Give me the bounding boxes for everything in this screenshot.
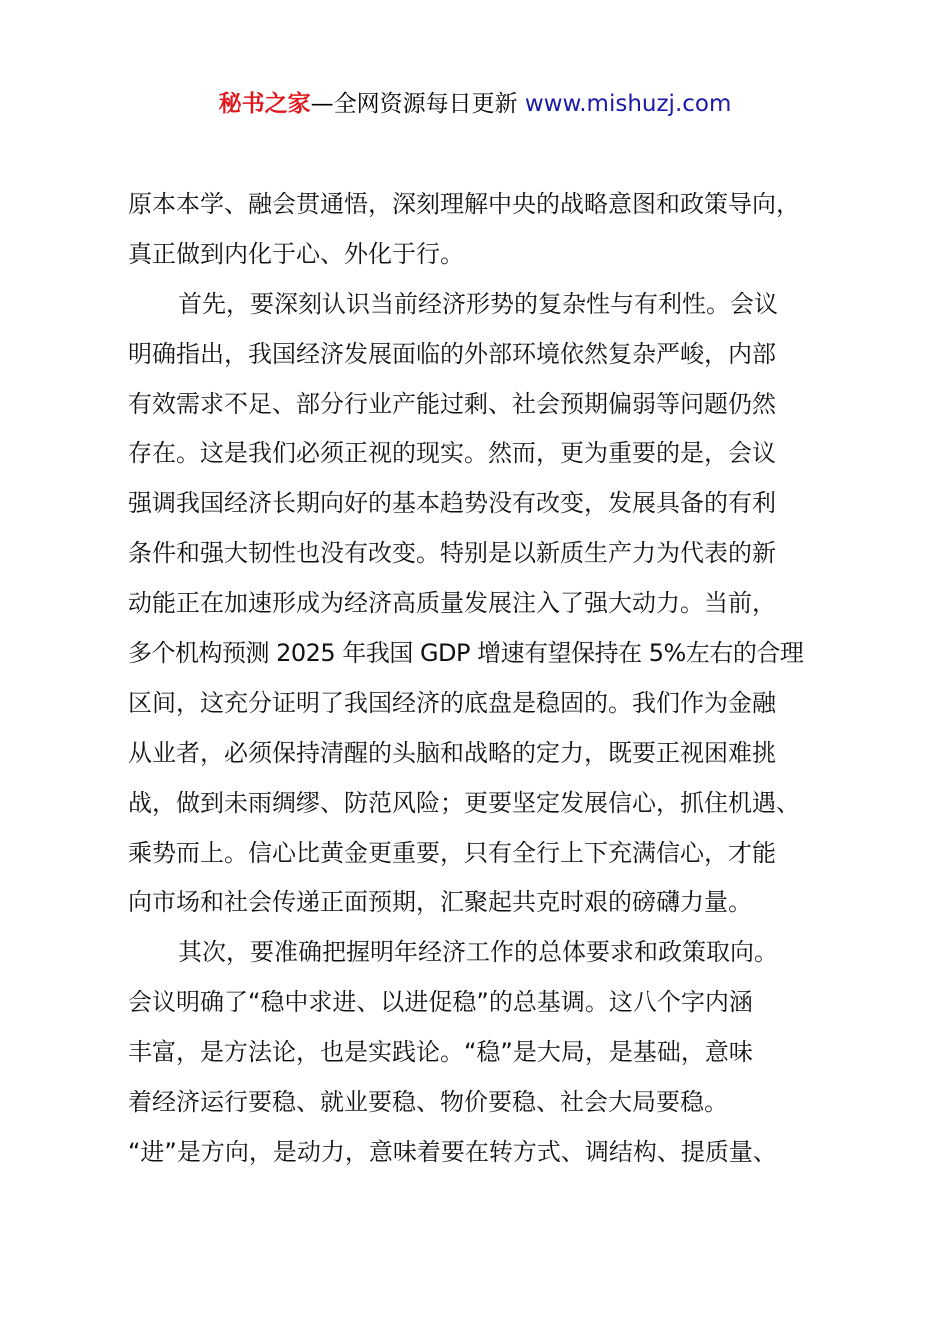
body-line: 多个机构预测 2025 年我国 GDP 增速有望保持在 5%左右的合理 [128,639,804,668]
body-line: “进”是方向，是动力，意味着要在转方式、调结构、提质量、 [128,1137,777,1166]
paragraph-start-line: 其次，要准确把握明年经济工作的总体要求和政策取向。 [178,938,778,967]
paragraph-start-line: 首先，要深刻认识当前经济形势的复杂性与有利性。会议 [178,289,778,318]
body-line: 存在。这是我们必须正视的现实。然而，更为重要的是，会议 [128,439,776,468]
body-line: 会议明确了“稳中求进、以进促稳”的总基调。这八个字内涵 [128,988,753,1017]
body-line: 乘势而上。信心比黄金更重要，只有全行上下充满信心，才能 [128,838,776,867]
body-line: 丰富，是方法论，也是实践论。“稳”是大局，是基础，意味 [128,1038,753,1067]
body-line: 着经济运行要稳、就业要稳、物价要稳、社会大局要稳。 [128,1088,728,1117]
site-tagline: —全网资源每日更新 [310,91,525,117]
site-url: www.mishuzj.com [524,91,732,117]
body-line: 条件和强大韧性也没有改变。特别是以新质生产力为代表的新 [128,539,776,568]
body-line: 战，做到未雨绸缪、防范风险；更要坚定发展信心，抓住机遇、 [128,788,800,817]
body-line: 区间，这充分证明了我国经济的底盘是稳固的。我们作为金融 [128,688,776,717]
body-line: 强调我国经济长期向好的基本趋势没有改变，发展具备的有利 [128,489,776,518]
body-line: 动能正在加速形成为经济高质量发展注入了强大动力。当前， [128,589,776,618]
body-line: 原本本学、融会贯通悟，深刻理解中央的战略意图和政策导向， [128,190,800,218]
site-brand: 秘书之家 [218,91,311,117]
page-header [0,86,950,122]
body-line: 有效需求不足、部分行业产能过剩、社会预期偏弱等问题仍然 [128,389,776,418]
body-line: 真正做到内化于心、外化于行。 [128,239,464,268]
body-line: 明确指出，我国经济发展面临的外部环境依然复杂严峻，内部 [128,339,776,368]
body-line: 向市场和社会传递正面预期，汇聚起共克时艰的磅礴力量。 [128,888,752,917]
document-body [128,180,848,1178]
body-line: 从业者，必须保持清醒的头脑和战略的定力，既要正视困难挑 [128,738,776,767]
